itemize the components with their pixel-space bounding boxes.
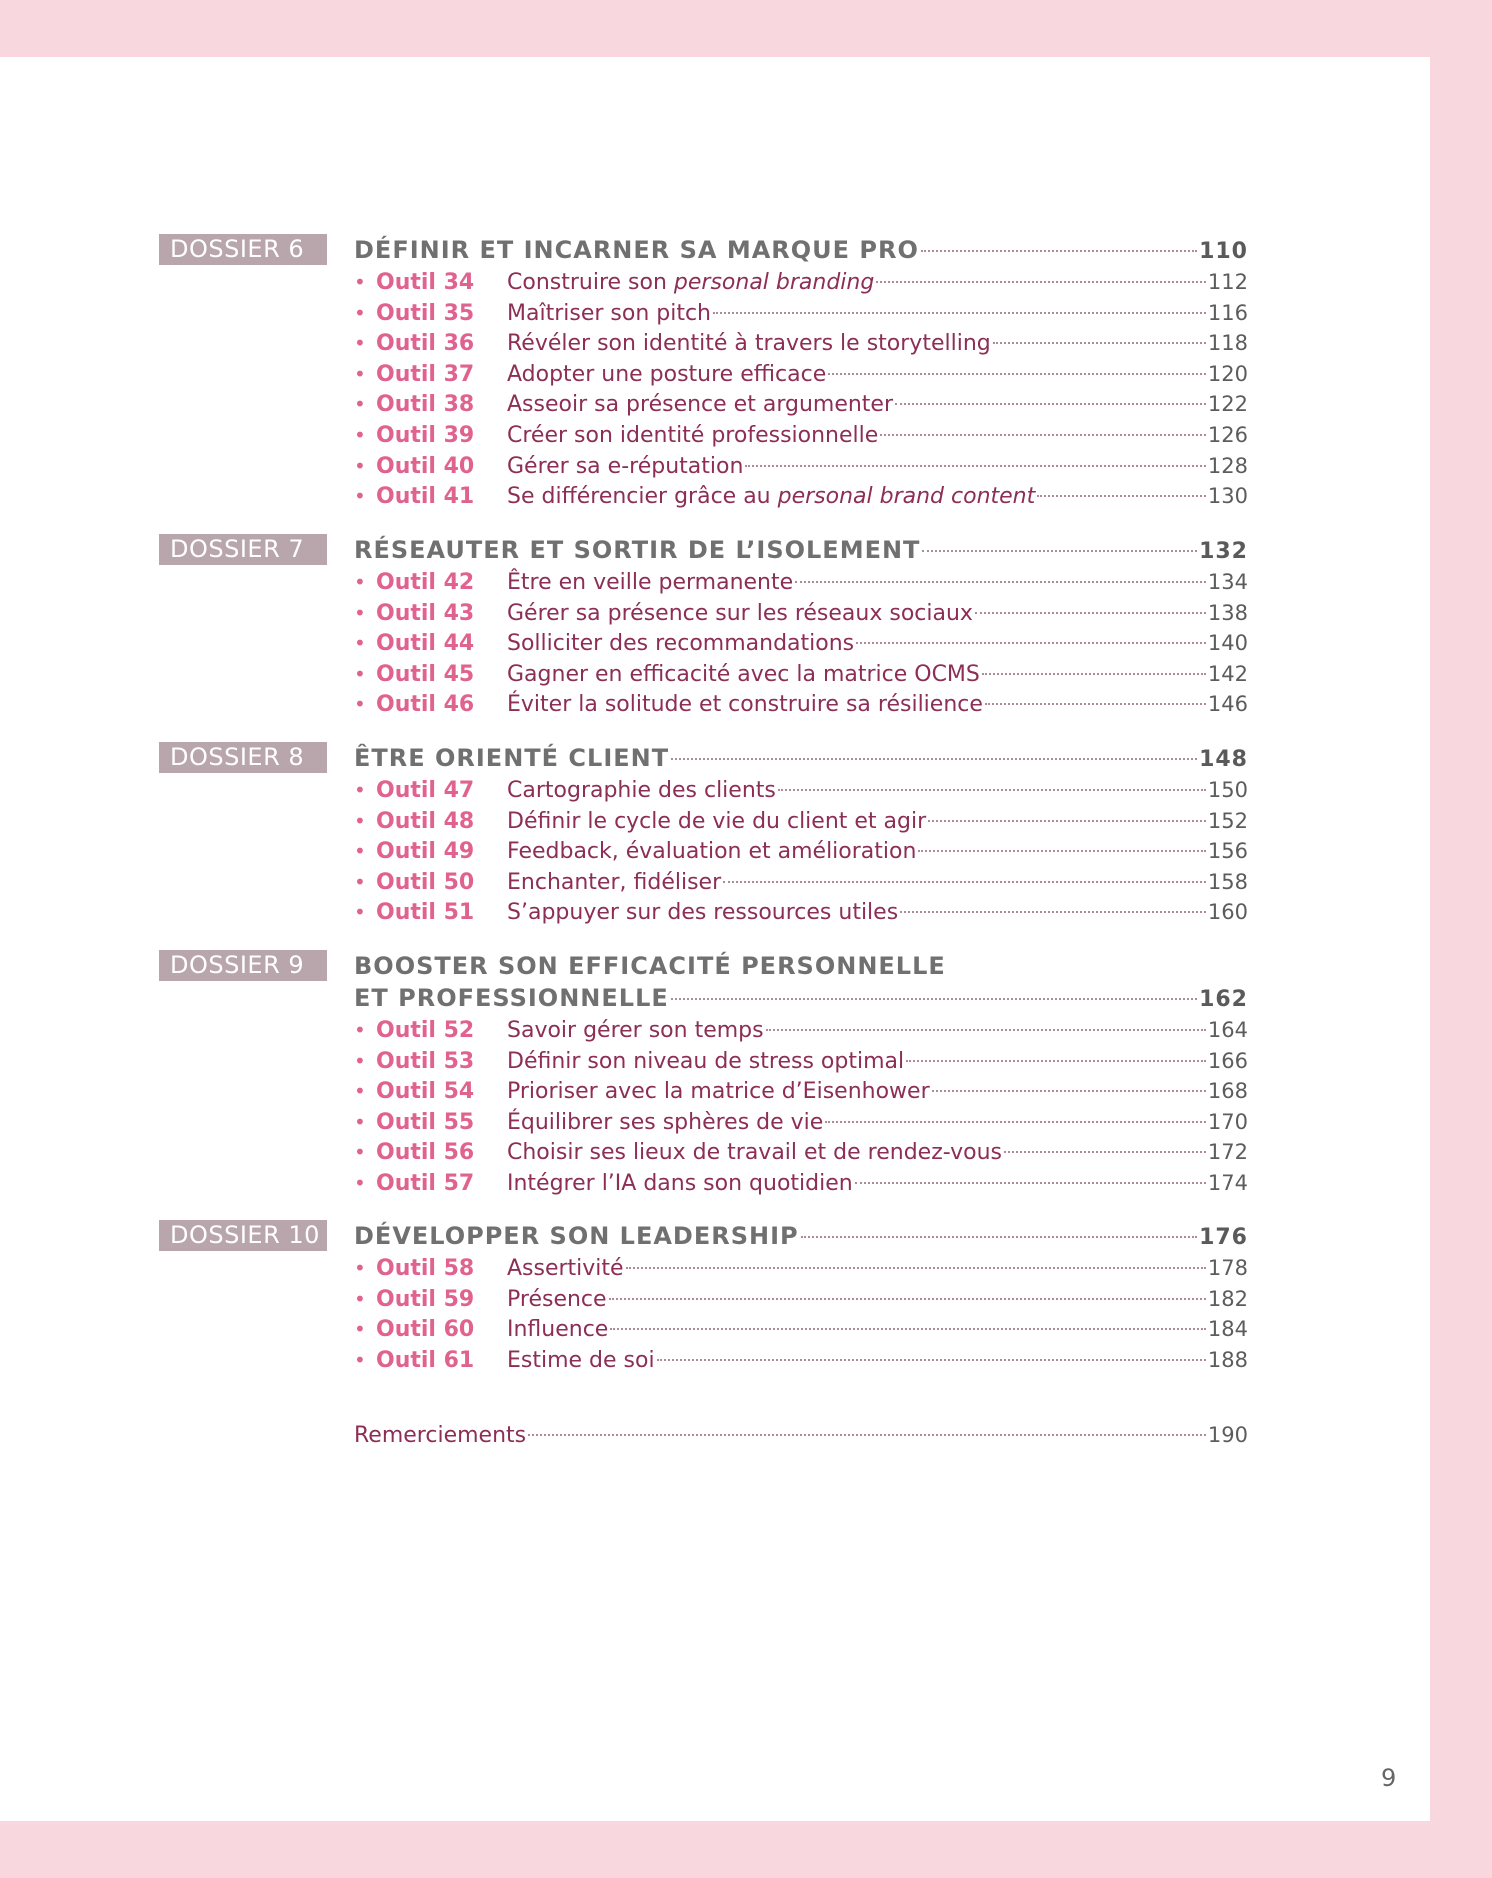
- tool-page-number: 120: [1207, 361, 1248, 386]
- tool-number: Outil 46: [376, 692, 475, 718]
- tool-title: [507, 1256, 624, 1281]
- dot-leader: [985, 703, 1206, 705]
- tool-number: Outil 49: [376, 839, 475, 865]
- bullet-icon: •: [354, 1171, 366, 1195]
- tool-number: Outil 53: [376, 1048, 475, 1074]
- tool-title: [507, 392, 893, 417]
- tool-entry[interactable]: [354, 1079, 1248, 1109]
- tool-title: [507, 1171, 853, 1196]
- tool-entry[interactable]: [354, 570, 1248, 600]
- tool-entry[interactable]: [354, 870, 1248, 900]
- dot-leader: [801, 1236, 1197, 1238]
- dot-leader: [855, 1182, 1206, 1184]
- tool-title-text: Enchanter, fidéliser: [507, 869, 722, 895]
- tool-title: [507, 331, 991, 356]
- tool-title-text: Construire son: [507, 270, 674, 295]
- tool-number: Outil 58: [376, 1256, 475, 1281]
- tool-page-number: 116: [1207, 300, 1248, 325]
- tool-entry[interactable]: [354, 1317, 1248, 1347]
- dot-leader: [825, 1121, 1206, 1123]
- dossier-tag: DOSSIER 6: [159, 234, 327, 265]
- dot-leader: [906, 1060, 1206, 1062]
- dossier-title-line: DÉFINIR ET INCARNER SA MARQUE PRO: [354, 236, 919, 264]
- tool-entry[interactable]: [354, 392, 1248, 422]
- bullet-icon: •: [354, 839, 366, 864]
- dot-leader: [609, 1298, 1206, 1300]
- bullet-icon: •: [354, 869, 366, 894]
- tool-entry[interactable]: [354, 601, 1248, 631]
- dot-leader: [778, 789, 1206, 791]
- tool-number: Outil 47: [376, 778, 475, 803]
- tool-title: [507, 454, 743, 479]
- tool-page-number: 146: [1207, 692, 1248, 717]
- bullet-icon: •: [354, 331, 366, 356]
- dossier-tag: DOSSIER 7: [159, 534, 327, 565]
- remerciements-page-number: 190: [1207, 1423, 1248, 1447]
- dossier-title-line: ÊTRE ORIENTÉ CLIENT: [354, 744, 670, 772]
- dossier-title-line: DÉVELOPPER SON LEADERSHIP: [354, 1222, 799, 1250]
- dossier-page-number: 110: [1199, 239, 1248, 264]
- dot-leader: [626, 1267, 1206, 1269]
- tool-page-number: 166: [1207, 1048, 1248, 1073]
- bullet-icon: •: [354, 361, 366, 386]
- tool-page-number: 158: [1207, 869, 1248, 894]
- dot-leader: [795, 581, 1206, 583]
- dot-leader: [921, 250, 1197, 252]
- tool-number: Outil 38: [376, 392, 475, 418]
- tool-page-number: 152: [1207, 808, 1248, 833]
- bullet-icon: •: [354, 484, 366, 509]
- dossier-title-line: RÉSEAUTER ET SORTIR DE L’ISOLEMENT: [354, 536, 921, 564]
- tool-number: Outil 57: [376, 1171, 475, 1196]
- tool-title: [507, 631, 854, 656]
- tool-entry[interactable]: [354, 1287, 1248, 1317]
- tool-title-text: Asseoir sa présence et argumenter: [507, 392, 893, 418]
- tool-title-text: Solliciter des recommandations: [507, 631, 855, 657]
- tool-title: [507, 809, 926, 834]
- tool-entry[interactable]: [354, 1140, 1248, 1170]
- tool-title: [507, 570, 793, 595]
- table-of-contents: [0, 57, 1430, 1821]
- tool-page-number: 138: [1207, 600, 1248, 625]
- dot-leader: [671, 758, 1197, 760]
- tool-title-text: Feedback, évaluation et amélioration: [507, 839, 917, 865]
- bullet-icon: •: [354, 1079, 366, 1104]
- bullet-icon: •: [354, 661, 366, 686]
- bullet-icon: •: [354, 808, 366, 833]
- dot-leader: [982, 673, 1206, 675]
- tool-page-number: 164: [1207, 1018, 1248, 1042]
- dossier-page-number: 162: [1199, 987, 1248, 1012]
- tool-number: Outil 51: [376, 900, 475, 926]
- tool-entry[interactable]: [354, 1171, 1248, 1201]
- dossier-title-row: [354, 1220, 1248, 1252]
- tool-entry[interactable]: [354, 631, 1248, 661]
- tool-title: [507, 839, 916, 864]
- tool-title: [507, 601, 973, 626]
- dot-leader: [880, 434, 1206, 436]
- tool-number: Outil 41: [376, 484, 475, 510]
- tool-title-text: Définir son niveau de stress optimal: [507, 1048, 905, 1074]
- tool-number: Outil 55: [376, 1109, 475, 1135]
- tool-title: [507, 778, 776, 803]
- tool-entry[interactable]: [354, 362, 1248, 392]
- dossier-tag: DOSSIER 9: [159, 950, 327, 981]
- tool-entry[interactable]: [354, 1348, 1248, 1378]
- bullet-icon: •: [354, 1109, 366, 1134]
- tool-title-italic: personal brand content: [777, 484, 1036, 510]
- tool-number: Outil 59: [376, 1286, 475, 1312]
- tool-entry[interactable]: [354, 778, 1248, 808]
- tool-page-number: 134: [1207, 570, 1248, 594]
- tool-number: Outil 37: [376, 361, 475, 387]
- tool-title: [507, 484, 1035, 509]
- tool-title-text: Se différencier grâce au: [507, 484, 778, 510]
- tool-entry[interactable]: [354, 900, 1248, 930]
- tool-entry[interactable]: [354, 839, 1248, 869]
- tool-entry[interactable]: [354, 454, 1248, 484]
- tool-number: Outil 34: [376, 270, 475, 295]
- dossier-heading[interactable]: [354, 950, 1248, 1014]
- tool-title-text: Gérer sa présence sur les réseaux sociaux: [507, 600, 973, 626]
- tool-number: Outil 40: [376, 453, 475, 479]
- dossier-page-number: 132: [1199, 539, 1248, 564]
- tool-number: Outil 39: [376, 423, 475, 448]
- tool-page-number: 156: [1207, 839, 1248, 864]
- dossier-title-row: [354, 982, 1248, 1014]
- dossier-title-line: ET PROFESSIONNELLE: [354, 984, 669, 1012]
- tool-page-number: 122: [1207, 392, 1248, 417]
- tool-title-text: Prioriser avec la matrice d’Eisenhower: [507, 1079, 930, 1105]
- bullet-icon: •: [354, 600, 366, 625]
- page: [0, 57, 1430, 1821]
- tool-page-number: 168: [1207, 1079, 1248, 1104]
- tool-page-number: 130: [1207, 484, 1248, 509]
- tool-page-number: 170: [1207, 1109, 1248, 1134]
- tool-title: [507, 1110, 823, 1135]
- tool-page-number: 160: [1207, 900, 1248, 925]
- dot-leader: [671, 998, 1197, 1000]
- tool-title-text: Gérer sa e-réputation: [507, 453, 744, 479]
- dossier-title-row: [354, 742, 1248, 774]
- tool-page-number: 140: [1207, 631, 1248, 656]
- tool-title-text: Adopter une posture efficace: [507, 361, 827, 387]
- dot-leader: [713, 312, 1206, 314]
- tool-title-text: Équilibrer ses sphères de vie: [507, 1109, 824, 1135]
- bullet-icon: •: [354, 631, 366, 656]
- tool-title: [507, 1049, 904, 1074]
- tool-page-number: 128: [1207, 453, 1248, 478]
- tool-entry[interactable]: [354, 331, 1248, 361]
- tool-number: Outil 56: [376, 1140, 475, 1166]
- dot-leader: [723, 881, 1206, 883]
- tool-number: Outil 36: [376, 331, 475, 357]
- dot-leader: [1037, 495, 1206, 497]
- remerciements-entry[interactable]: [354, 1423, 1248, 1453]
- dossier-tag: DOSSIER 8: [159, 742, 327, 773]
- tool-entry[interactable]: [354, 1018, 1248, 1048]
- page-number: 9: [1381, 1764, 1397, 1792]
- dot-leader: [657, 1359, 1206, 1361]
- tool-title: [507, 301, 711, 326]
- tool-title-text: Cartographie des clients: [507, 778, 776, 803]
- tool-title-text: Être en veille permanente: [507, 570, 794, 595]
- tool-title-text: S’appuyer sur des ressources utiles: [507, 900, 899, 926]
- dot-leader: [932, 1090, 1206, 1092]
- tool-title: [507, 662, 980, 687]
- dot-leader: [918, 850, 1205, 852]
- bullet-icon: •: [354, 1048, 366, 1073]
- tool-page-number: 112: [1207, 270, 1248, 294]
- tool-page-number: 142: [1207, 661, 1248, 686]
- tool-entry[interactable]: [354, 809, 1248, 839]
- tool-title: [507, 692, 983, 717]
- tool-number: Outil 35: [376, 300, 475, 326]
- dossier-title-line: BOOSTER SON EFFICACITÉ PERSONNELLE: [354, 952, 946, 980]
- dot-leader: [745, 465, 1206, 467]
- tool-title: [507, 423, 878, 448]
- dossier-heading[interactable]: [354, 1220, 1248, 1252]
- dossier-heading[interactable]: [354, 234, 1248, 266]
- tool-title-text: Maîtriser son pitch: [507, 300, 711, 326]
- tool-title-text: Créer son identité professionnelle: [507, 423, 879, 448]
- tool-entry[interactable]: [354, 692, 1248, 722]
- tool-title-text: Définir le cycle de vie du client et agir: [507, 808, 927, 834]
- dot-leader: [766, 1029, 1206, 1031]
- tool-number: Outil 44: [376, 631, 475, 657]
- dossier-heading[interactable]: [354, 742, 1248, 774]
- tool-title: [507, 900, 898, 925]
- dot-leader: [828, 373, 1206, 375]
- tool-entry[interactable]: [354, 423, 1248, 453]
- tool-title-text: Savoir gérer son temps: [507, 1018, 764, 1043]
- dot-leader: [856, 642, 1206, 644]
- tool-number: Outil 50: [376, 869, 475, 895]
- tool-title-text: Présence: [507, 1286, 607, 1312]
- bullet-icon: •: [354, 900, 366, 925]
- dot-leader: [900, 911, 1206, 913]
- tool-page-number: 184: [1207, 1317, 1248, 1342]
- tool-title: [507, 1079, 930, 1104]
- tool-title: [507, 1317, 608, 1342]
- bullet-icon: •: [354, 453, 366, 478]
- dot-leader: [610, 1328, 1206, 1330]
- dossier-page-number: 176: [1199, 1225, 1248, 1250]
- bullet-icon: •: [354, 423, 366, 447]
- tool-page-number: 118: [1207, 331, 1248, 356]
- bullet-icon: •: [354, 570, 366, 594]
- tool-page-number: 188: [1207, 1347, 1248, 1372]
- tool-title-text: Influence: [507, 1317, 609, 1343]
- dossier-title-row: [354, 534, 1248, 566]
- tool-title-italic: personal branding: [673, 270, 875, 295]
- bullet-icon: •: [354, 778, 366, 802]
- dot-leader: [895, 403, 1206, 405]
- tool-number: Outil 54: [376, 1079, 475, 1105]
- bullet-icon: •: [354, 392, 366, 417]
- tool-title: [507, 270, 874, 295]
- tool-title: [507, 1140, 1002, 1165]
- tool-title: [507, 362, 826, 387]
- bullet-icon: •: [354, 1286, 366, 1311]
- bullet-icon: •: [354, 692, 366, 717]
- bullet-icon: •: [354, 270, 366, 294]
- tool-entry[interactable]: [354, 301, 1248, 331]
- tool-page-number: 150: [1207, 778, 1248, 802]
- bullet-icon: •: [354, 1018, 366, 1042]
- tool-title-text: Assertivité: [507, 1256, 624, 1281]
- dossier-heading[interactable]: [354, 534, 1248, 566]
- tool-page-number: 182: [1207, 1286, 1248, 1311]
- bullet-icon: •: [354, 1317, 366, 1342]
- tool-title: [507, 1018, 764, 1043]
- tool-title-text: Intégrer l’IA dans son quotidien: [507, 1171, 853, 1196]
- tool-title-text: Estime de soi: [507, 1347, 655, 1373]
- tool-number: Outil 48: [376, 808, 475, 834]
- tool-number: Outil 43: [376, 600, 475, 626]
- bullet-icon: •: [354, 1347, 366, 1372]
- dot-leader: [528, 1434, 1206, 1436]
- dot-leader: [876, 281, 1206, 283]
- tool-title: [507, 870, 721, 895]
- dossier-tag: DOSSIER 10: [159, 1220, 327, 1251]
- tool-number: Outil 52: [376, 1018, 475, 1043]
- tool-page-number: 172: [1207, 1140, 1248, 1165]
- remerciements-label: Remerciements: [354, 1423, 527, 1448]
- bullet-icon: •: [354, 300, 366, 325]
- bullet-icon: •: [354, 1256, 366, 1280]
- dossier-page-number: 148: [1199, 747, 1248, 772]
- dot-leader: [922, 550, 1197, 552]
- tool-number: Outil 42: [376, 570, 475, 595]
- dot-leader: [1004, 1151, 1206, 1153]
- tool-number: Outil 60: [376, 1317, 475, 1343]
- tool-number: Outil 45: [376, 661, 475, 687]
- tool-title-text: Éviter la solitude et construire sa résilience: [507, 692, 983, 718]
- tool-title-text: Gagner en efficacité avec la matrice OCMS: [507, 661, 980, 687]
- bullet-icon: •: [354, 1140, 366, 1165]
- dossier-title-row: [354, 234, 1248, 266]
- tool-number: Outil 61: [376, 1347, 475, 1373]
- tool-title-text: Choisir ses lieux de travail et de rendez-vous: [507, 1140, 1002, 1166]
- dot-leader: [928, 820, 1206, 822]
- dot-leader: [975, 612, 1206, 614]
- tool-page-number: 178: [1207, 1256, 1248, 1280]
- tool-entry[interactable]: [354, 662, 1248, 692]
- tool-page-number: 126: [1207, 423, 1248, 447]
- tool-entry[interactable]: [354, 270, 1248, 300]
- tool-title: [507, 1348, 655, 1373]
- tool-page-number: 174: [1207, 1171, 1248, 1195]
- tool-title-text: Révéler son identité à travers le storytelling: [507, 331, 991, 357]
- tool-title: [507, 1287, 607, 1312]
- tool-entry[interactable]: [354, 1049, 1248, 1079]
- tool-entry[interactable]: [354, 484, 1248, 514]
- tool-entry[interactable]: [354, 1256, 1248, 1286]
- dot-leader: [993, 342, 1206, 344]
- tool-entry[interactable]: [354, 1110, 1248, 1140]
